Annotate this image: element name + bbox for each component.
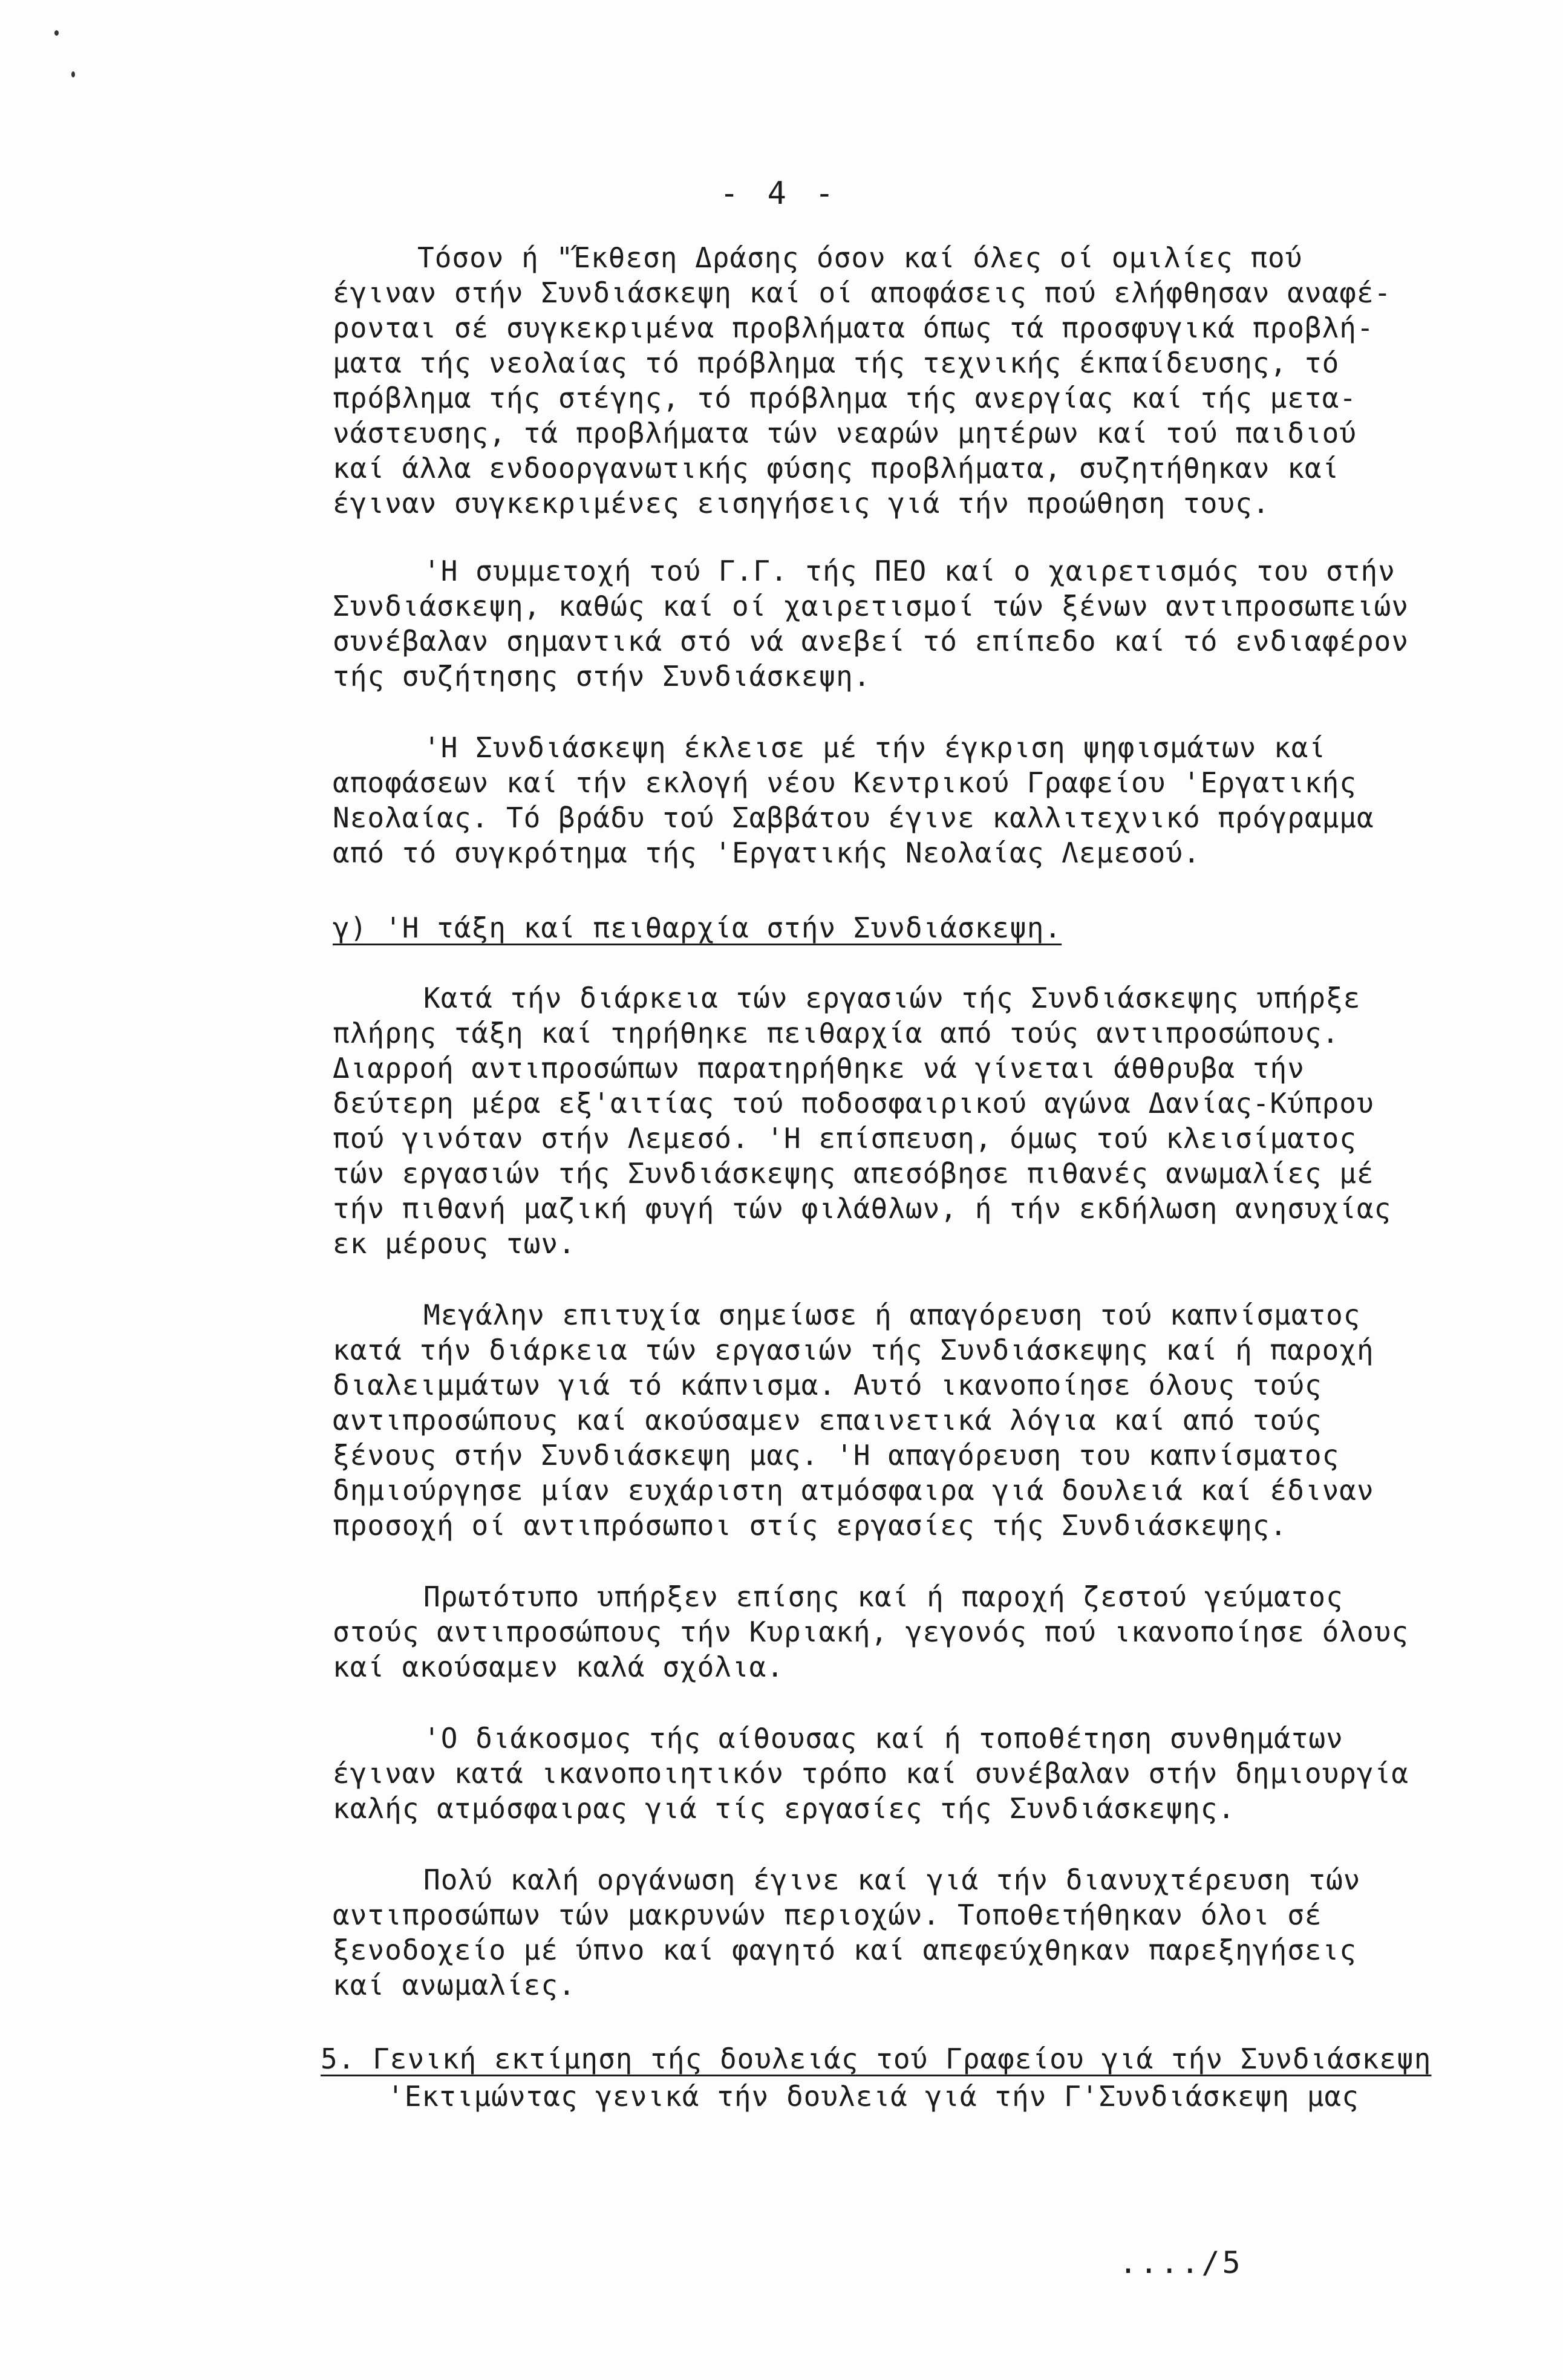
text-line: Τόσον ή "Έκθεση Δράσης όσον καί όλες οί ομιλίες πού: [417, 241, 1303, 274]
scan-speck: [54, 30, 59, 36]
text-line: πού γινόταν στήν Λεμεσό. 'Η επίσπευση, όμως τού κλεισίματος: [333, 1122, 1357, 1155]
text-line: αντιπροσώπους καί ακούσαμεν επαινετικά λόγια καί από τούς: [333, 1404, 1322, 1436]
text-line: καί άλλα ενδοοργανωτικής φύσης προβλήματα, συζητήθηκαν καί: [333, 452, 1340, 484]
text-line: Μεγάλην επιτυχία σημείωσε ή απαγόρευση τού καπνίσματος: [423, 1299, 1361, 1331]
text-line: 'Η συμμετοχή τού Γ.Γ. τής ΠΕΟ καί ο χαιρετισμός του στήν: [423, 555, 1395, 587]
section-heading: γ) 'Η τάξη καί πειθαρχία στήν Συνδιάσκεψη.: [333, 911, 1062, 944]
text-line: πρόβλημα τής στέγης, τό πρόβλημα τής ανεργίας καί τής μετα-: [333, 382, 1357, 414]
text-line: στούς αντιπροσώπους τήν Κυριακή, γεγονός πού ικανοποίησε όλους: [333, 1615, 1409, 1648]
text-line: αντιπροσώπων τών μακρυνών περιοχών. Τοποθετήθηκαν όλοι σέ: [333, 1899, 1322, 1931]
text-line: δημιούργησε μίαν ευχάριστη ατμόσφαιρα γιά δουλειά καί έδιναν: [333, 1474, 1374, 1507]
text-line: Πρωτότυπο υπήρξεν επίσης καί ή παροχή ζεστού γεύματος: [423, 1580, 1343, 1613]
text-line: προσοχή οί αντιπρόσωποι στίς εργασίες τής Συνδιάσκεψης.: [333, 1509, 1288, 1542]
text-line: τών εργασιών τής Συνδιάσκεψης απεσόβησε πιθανές ανωμαλίες μέ: [333, 1157, 1374, 1190]
text-line: νάστευσης, τά προβλήματα τών νεαρών μητέρων καί τού παιδιού: [333, 417, 1357, 449]
text-line: 'Η Συνδιάσκεψη έκλεισε μέ τήν έγκριση ψηφισμάτων καί: [423, 731, 1326, 764]
scan-speck: [71, 71, 75, 77]
text-line: έγιναν κατά ικανοποιητικόν τρόπο καί συνέβαλαν στήν δημιουργία: [333, 1757, 1409, 1790]
text-line: Πολύ καλή οργάνωση έγινε καί γιά τήν διανυχτέρευση τών: [423, 1863, 1361, 1896]
text-line: αποφάσεων καί τήν εκλογή νέου Κεντρικού Γραφείου 'Εργατικής: [333, 766, 1357, 799]
text-line: ξένους στήν Συνδιάσκεψη μας. 'Η απαγόρευση του καπνίσματος: [333, 1439, 1340, 1472]
text-line: συνέβαλαν σημαντικά στό νά ανεβεί τό επίπεδο καί τό ενδιαφέρον: [333, 625, 1409, 657]
text-line: Κατά τήν διάρκεια τών εργασιών τής Συνδιάσκεψης υπήρξε: [423, 982, 1361, 1014]
text-line: έγιναν στήν Συνδιάσκεψη καί οί αποφάσεις πού ελήφθησαν αναφέ-: [333, 276, 1392, 309]
continuation-reference: ..../5: [1119, 2245, 1243, 2280]
text-line: Συνδιάσκεψη, καθώς καί οί χαιρετισμοί τών ξένων αντιπροσωπειών: [333, 590, 1409, 622]
text-line: διαλειμμάτων γιά τό κάπνισμα. Αυτό ικανοποίησε όλους τούς: [333, 1369, 1322, 1401]
text-line: ξενοδοχείο μέ ύπνο καί φαγητό καί απεφεύχθηκαν παρεξηγήσεις: [333, 1934, 1357, 1966]
text-line: εκ μέρους των.: [333, 1227, 576, 1260]
page-number: - 4 -: [720, 175, 839, 212]
text-line: 'Ο διάκοσμος τής αίθουσας καί ή τοποθέτηση συνθημάτων: [423, 1722, 1343, 1755]
text-line: καλής ατμόσφαιρας γιά τίς εργασίες τής Συνδιάσκεψης.: [333, 1792, 1236, 1825]
text-line: καί ανωμαλίες.: [333, 1969, 576, 2001]
text-line: κατά τήν διάρκεια τών εργασιών τής Συνδιάσκεψης καί ή παροχή: [333, 1334, 1374, 1366]
text-line: πλήρης τάξη καί τηρήθηκε πειθαρχία από τούς αντιπροσώπους.: [333, 1017, 1340, 1049]
text-line: 'Εκτιμώντας γενικά τήν δουλειά γιά τήν Γ'Συνδιάσκεψη μας: [387, 2080, 1359, 2113]
section-heading: 5. Γενική εκτίμηση τής δουλειάς τού Γραφείου γιά τήν Συνδιάσκεψη: [321, 2043, 1432, 2075]
text-line: ρονται σέ συγκεκριμένα προβλήματα όπως τά προσφυγικά προβλή-: [333, 311, 1374, 344]
text-line: έγιναν συγκεκριμένες εισηγήσεις γιά τήν προώθηση τους.: [333, 487, 1270, 520]
text-line: δεύτερη μέρα εξ'αιτίας τού ποδοσφαιρικού αγώνα Δανίας-Κύπρου: [333, 1087, 1374, 1120]
text-line: Διαρροή αντιπροσώπων παρατηρήθηκε νά γίνεται άθθρυβα τήν: [333, 1052, 1305, 1084]
text-line: ματα τής νεολαίας τό πρόβλημα τής τεχνικής έκπαίδευσης, τό: [333, 347, 1340, 379]
text-line: από τό συγκρότημα τής 'Εργατικής Νεολαίας Λεμεσού.: [333, 836, 1201, 869]
text-line: τής συζήτησης στήν Συνδιάσκεψη.: [333, 660, 871, 693]
text-line: Νεολαίας. Τό βράδυ τού Σαββάτου έγινε καλλιτεχνικό πρόγραμμα: [333, 801, 1374, 834]
text-line: καί ακούσαμεν καλά σχόλια.: [333, 1651, 785, 1683]
text-line: τήν πιθανή μαζική φυγή τών φιλάθλων, ή τήν εκδήλωση ανησυχίας: [333, 1192, 1392, 1225]
